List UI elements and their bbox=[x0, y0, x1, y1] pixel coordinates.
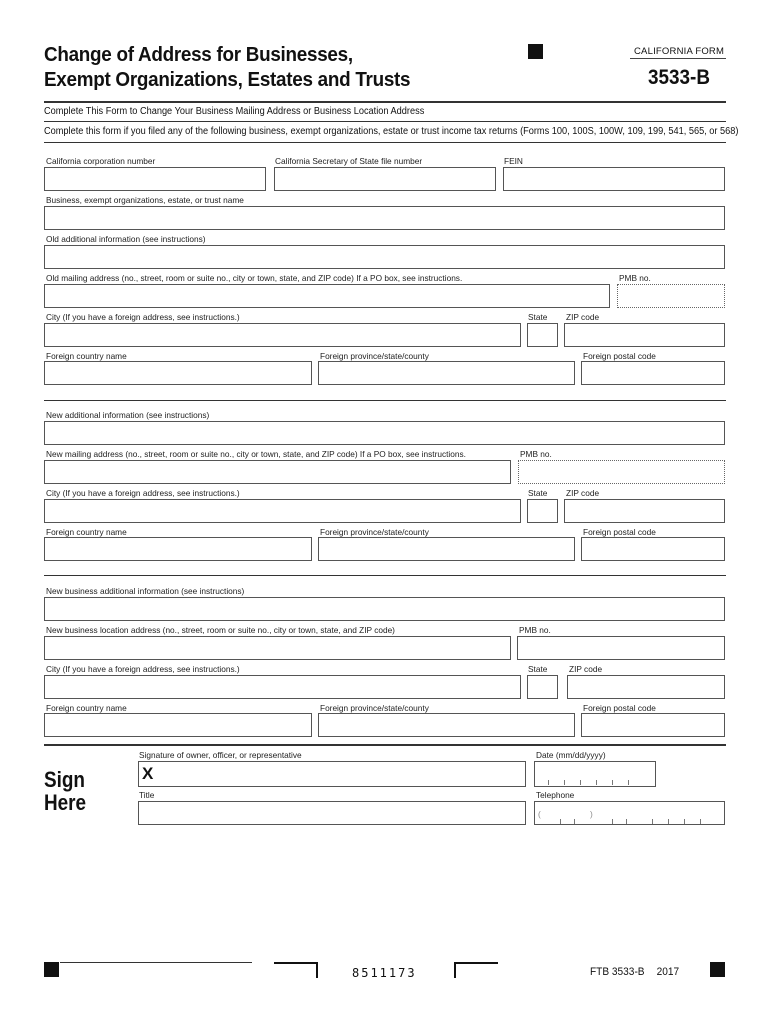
new-state-label: State bbox=[528, 488, 548, 498]
old-additional-field[interactable] bbox=[44, 245, 725, 269]
header-divider bbox=[630, 58, 726, 59]
location-pmb-field[interactable] bbox=[517, 636, 725, 660]
new-city-label: City (If you have a foreign address, see instructions.) bbox=[46, 488, 240, 498]
location-zip-field[interactable] bbox=[567, 675, 725, 699]
new-province-field[interactable] bbox=[318, 537, 575, 561]
signature-field[interactable] bbox=[138, 761, 526, 787]
location-province-field[interactable] bbox=[318, 713, 575, 737]
old-state-field[interactable] bbox=[527, 323, 558, 347]
title-field[interactable] bbox=[138, 801, 526, 825]
form-title-line2: Exempt Organizations, Estates and Trusts bbox=[44, 68, 411, 91]
old-city-field[interactable] bbox=[44, 323, 521, 347]
instruction-rule bbox=[44, 142, 726, 143]
intro-heading: Complete This Form to Change Your Business Mailing Address or Business Location Address bbox=[44, 106, 425, 117]
old-mailing-field[interactable] bbox=[44, 284, 610, 308]
intro-rule bbox=[44, 121, 726, 122]
entity-name-label: Business, exempt organizations, estate, or trust name bbox=[46, 195, 244, 205]
telephone-paren-open: ( bbox=[538, 809, 541, 819]
old-zip-label: ZIP code bbox=[566, 312, 600, 322]
old-country-field[interactable] bbox=[44, 361, 312, 385]
footer-rule bbox=[60, 962, 252, 963]
location-zip-label: ZIP code bbox=[569, 664, 603, 674]
telephone-tick bbox=[684, 819, 685, 824]
location-additional-label: New business additional information (see instructions) bbox=[46, 586, 245, 596]
telephone-tick bbox=[574, 819, 575, 824]
new-country-label: Foreign country name bbox=[46, 527, 127, 537]
sos-file-label: California Secretary of State file number bbox=[275, 156, 423, 166]
telephone-tick bbox=[560, 819, 561, 824]
form-title bbox=[44, 42, 410, 92]
sos-file-field[interactable] bbox=[274, 167, 496, 191]
here-word: Here bbox=[44, 790, 87, 815]
new-additional-field[interactable] bbox=[44, 421, 725, 445]
location-city-field[interactable] bbox=[44, 675, 521, 699]
new-city-field[interactable] bbox=[44, 499, 521, 523]
new-postal-field[interactable] bbox=[581, 537, 725, 561]
telephone-tick bbox=[612, 819, 613, 824]
location-address-field[interactable] bbox=[44, 636, 511, 660]
new-mailing-label: New mailing address (no., street, room or suite no., city or town, state, and ZIP code) If a PO box, see instructions. bbox=[46, 449, 466, 459]
date-tick bbox=[612, 780, 613, 785]
location-state-label: State bbox=[528, 664, 548, 674]
corp-number-field[interactable] bbox=[44, 167, 266, 191]
footer-year: 2017 bbox=[656, 966, 680, 978]
barcode-number: 8511173 bbox=[352, 966, 417, 980]
header-rule bbox=[44, 101, 726, 103]
old-pmb-field[interactable] bbox=[617, 284, 725, 308]
old-province-label: Foreign province/state/county bbox=[320, 351, 429, 361]
old-city-label: City (If you have a foreign address, see instructions.) bbox=[46, 312, 240, 322]
telephone-field[interactable] bbox=[534, 801, 725, 825]
section-rule-1 bbox=[44, 400, 726, 401]
location-state-field[interactable] bbox=[527, 675, 558, 699]
section-rule-2 bbox=[44, 575, 726, 576]
registration-mark-top bbox=[528, 44, 543, 59]
old-additional-label: Old additional information (see instructions) bbox=[46, 234, 206, 244]
old-state-label: State bbox=[528, 312, 548, 322]
old-mailing-label: Old mailing address (no., street, room or suite no., city or town, state, and ZIP code) If a PO box, see instructions. bbox=[46, 273, 463, 283]
registration-mark-bottom-left bbox=[44, 962, 59, 977]
location-pmb-label: PMB no. bbox=[519, 625, 551, 635]
date-field[interactable] bbox=[534, 761, 656, 787]
date-tick bbox=[564, 780, 565, 785]
entity-name-field[interactable] bbox=[44, 206, 725, 230]
location-country-field[interactable] bbox=[44, 713, 312, 737]
old-province-field[interactable] bbox=[318, 361, 575, 385]
telephone-paren-close: ) bbox=[590, 809, 593, 819]
telephone-tick bbox=[700, 819, 701, 824]
date-tick bbox=[548, 780, 549, 785]
location-country-label: Foreign country name bbox=[46, 703, 127, 713]
telephone-tick bbox=[626, 819, 627, 824]
new-province-label: Foreign province/state/county bbox=[320, 527, 429, 537]
date-tick bbox=[580, 780, 581, 785]
sign-here-heading bbox=[44, 768, 86, 814]
new-zip-label: ZIP code bbox=[566, 488, 600, 498]
intro-instruction: Complete this form if you filed any of the following business, exempt organizations, estate or trust income tax returns (Forms 100, 100S, 100W, 109, 199, 541, 565, or 568) bbox=[44, 126, 739, 137]
old-pmb-label: PMB no. bbox=[619, 273, 651, 283]
location-additional-field[interactable] bbox=[44, 597, 725, 621]
telephone-tick bbox=[652, 819, 653, 824]
new-country-field[interactable] bbox=[44, 537, 312, 561]
fein-label: FEIN bbox=[504, 156, 523, 166]
location-postal-label: Foreign postal code bbox=[583, 703, 656, 713]
fein-field[interactable] bbox=[503, 167, 725, 191]
title-label: Title bbox=[139, 790, 155, 800]
signature-x-mark: X bbox=[142, 764, 154, 783]
form-title-line1: Change of Address for Businesses, bbox=[44, 43, 353, 66]
new-pmb-label: PMB no. bbox=[520, 449, 552, 459]
telephone-label: Telephone bbox=[536, 790, 575, 800]
date-label: Date (mm/dd/yyyy) bbox=[536, 750, 606, 760]
new-zip-field[interactable] bbox=[564, 499, 725, 523]
form-number: 3533-B bbox=[648, 66, 711, 89]
registration-mark-bottom-right bbox=[710, 962, 725, 977]
footer-form-number: FTB 3533-B bbox=[590, 966, 645, 978]
sign-word: Sign bbox=[44, 767, 85, 792]
date-tick bbox=[596, 780, 597, 785]
date-tick bbox=[628, 780, 629, 785]
california-form-label: CALIFORNIA FORM bbox=[634, 46, 725, 57]
barcode-bracket-left bbox=[274, 962, 318, 978]
new-mailing-field[interactable] bbox=[44, 460, 511, 484]
location-postal-field[interactable] bbox=[581, 713, 725, 737]
old-zip-field[interactable] bbox=[564, 323, 725, 347]
new-pmb-field[interactable] bbox=[518, 460, 725, 484]
old-postal-field[interactable] bbox=[581, 361, 725, 385]
new-postal-label: Foreign postal code bbox=[583, 527, 656, 537]
old-postal-label: Foreign postal code bbox=[583, 351, 656, 361]
signature-label: Signature of owner, officer, or representative bbox=[139, 750, 302, 760]
section-rule-3 bbox=[44, 744, 726, 746]
location-province-label: Foreign province/state/county bbox=[320, 703, 429, 713]
footer-form-id bbox=[590, 966, 679, 978]
old-country-label: Foreign country name bbox=[46, 351, 127, 361]
location-city-label: City (If you have a foreign address, see instructions.) bbox=[46, 664, 240, 674]
corp-number-label: California corporation number bbox=[46, 156, 156, 166]
location-address-label: New business location address (no., street, room or suite no., city or town, state, and ZIP code) bbox=[46, 625, 395, 635]
new-additional-label: New additional information (see instructions) bbox=[46, 410, 210, 420]
new-state-field[interactable] bbox=[527, 499, 558, 523]
telephone-tick bbox=[668, 819, 669, 824]
barcode-bracket-right bbox=[454, 962, 498, 978]
